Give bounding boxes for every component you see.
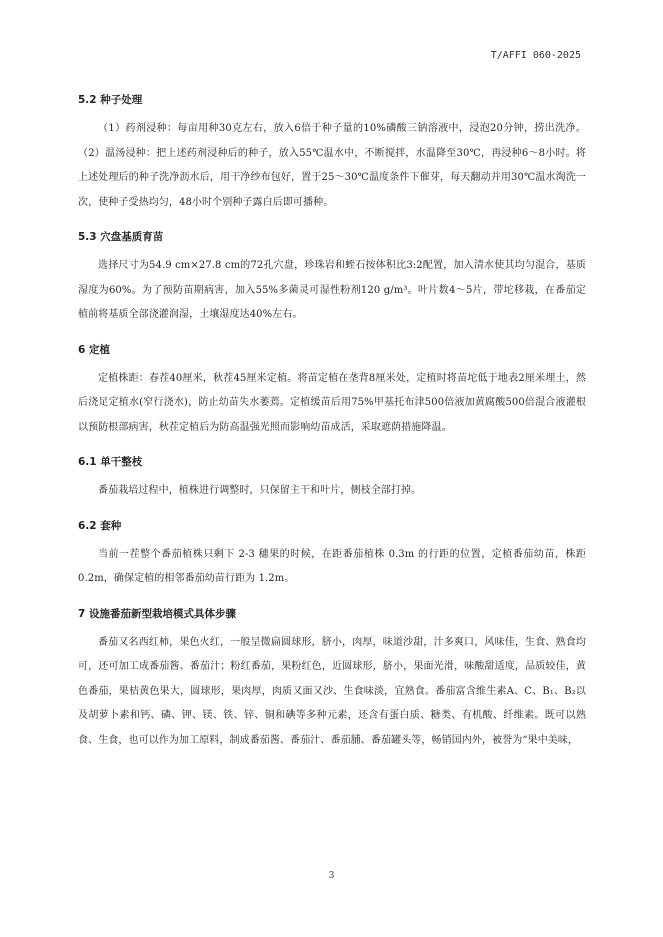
section-heading: 5.3 穴盘基质育苗 — [78, 231, 164, 243]
section-heading: 6.2 套种 — [78, 519, 122, 532]
section-6-1 — [78, 454, 586, 504]
section-paragraph: 当前一茬整个番茄植株只剩下 2-3 穗果的时候，在距番茄植株 0.3m 的行距的位置，定植番茄幼苗，株距 0.2m，确保定植的相邻番茄幼苗行距为 1.2m。 — [78, 548, 586, 584]
section-heading: 6 定植 — [78, 343, 110, 356]
section-paragraph: 番茄栽培过程中，植株进行调整时，只保留主干和叶片，侧枝全部打掉。 — [98, 485, 422, 496]
section-5-2 — [78, 92, 586, 215]
section-heading: 5.2 种子处理 — [78, 94, 143, 106]
section-paragraph: 定植株距：春茬40厘米，秋茬45厘米定植。将苗定植在垄背8厘米处，定植时将苗坨低于地表2厘米埋土，然后浇足定植水(窄行浇水)，防止幼苗失水萎蔫。定植缓苗后用75%甲基托布津500倍液加黄腐酸500倍混合液灌根以预防根部病害，秋茬定植后为防高温强光照而影响幼苗成活，采取遮荫措施降温。 — [78, 372, 586, 433]
section-paragraph: （1）药剂浸种：每亩用种30克左右，放入6倍于种子量的10%磷酸三钠溶液中，浸泡20分钟，捞出洗净。（2）温汤浸种：把上述药剂浸种后的种子，放入55℃温水中，不断搅拌，水温降至30℃，再浸种6～8小时。将上述处理后的种子洗净沥水后，用干净纱布包好，置于25～30℃温度条件下催芽，每天翻动并用30℃温水淘洗一次，使种子受热均匀，48小时个别种子露白后即可播种。 — [78, 123, 586, 208]
section-paragraph: 番茄又名西红柿，果色火红，一般呈微扁圆球形，脐小，肉厚，味道沙甜，汁多爽口，风味佳，生食、熟食均可，还可加工成番茄酱、番茄汁；粉红番茄，果粉红色，近圆球形，脐小，果面光滑，味酸甜适度，品质较佳，黄色番茄，果桔黄色果大，圆球形，果肉厚，肉质又面又沙、生食味淡，宜熟食。番茄富含维生素A、C、B₁、B₂以及胡萝卜素和钙、磷、钾、镁、铁、锌、铜和碘等多种元素，还含有蛋白质、糖类、有机酸、纤维素。既可以熟食、生食，也可以作为加工原料，制成番茄酱、番茄汁、番茄脯、番茄罐头等，畅销国内外，被誉为“果中美味， — [78, 636, 586, 746]
section-6 — [78, 342, 586, 441]
section-heading: 7 设施番茄新型栽培模式具体步骤 — [78, 607, 236, 620]
document-code: T/AFFI 060-2025 — [490, 50, 581, 61]
section-6-2 — [78, 518, 586, 592]
section-5-3 — [78, 229, 586, 328]
section-paragraph: 选择尺寸为54.9 cm×27.8 cm的72孔穴盘，珍珠岩和蛭石按体积比3:2配置，加入清水使其均匀混合，基质湿度为60%。为了预防苗期病害，加入55%多菌灵可湿性粉剂120 g/m³。叶片数4～5片，带坨移栽，在番茄定植前将基质全部浇灌润湿，土壤湿度达40%左右。 — [78, 260, 586, 320]
page-number: 3 — [328, 871, 335, 881]
document-body — [78, 92, 586, 767]
section-7 — [78, 606, 586, 754]
section-heading: 6.1 单干整枝 — [78, 456, 143, 468]
